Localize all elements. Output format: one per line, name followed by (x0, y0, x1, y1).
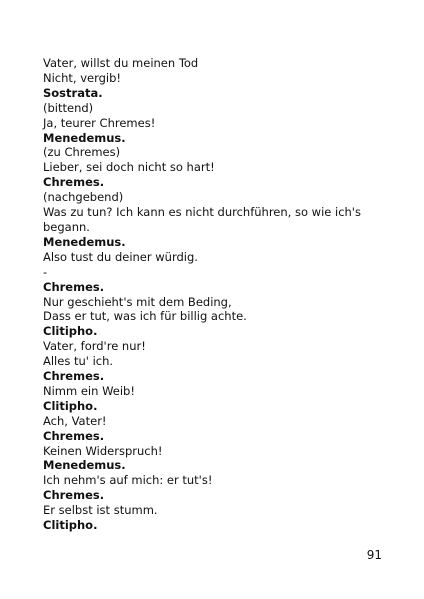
dialogue-line: Nimm ein Weib! (43, 383, 135, 398)
speaker-name: Menedemus. (43, 458, 126, 473)
dialogue-line: Dass er tut, was ich für billig achte. (43, 309, 247, 324)
dialogue-line: Vater, willst du meinen Tod (43, 56, 199, 70)
dash-line: - (43, 264, 48, 279)
stage-direction: (nachgebend) (43, 190, 124, 205)
dialogue-line: Keinen Widerspruch! (43, 443, 163, 458)
speaker-name: Chremes. (43, 488, 105, 503)
speaker-name: Chremes. (43, 369, 105, 384)
dialogue-line: Er selbst ist stumm. (43, 503, 158, 518)
speaker-name: Menedemus. (43, 234, 126, 249)
speaker-name: Clitipho. (43, 518, 98, 533)
speaker-name: Chremes. (43, 175, 105, 190)
dialogue-line: Lieber, sei doch nicht so hart! (43, 160, 215, 175)
dialogue-line: Vater, ford're nur! (43, 339, 146, 354)
dialogue-line: Nicht, vergib! (43, 70, 122, 85)
speaker-name: Sostrata. (43, 85, 103, 100)
stage-direction: (zu Chremes) (43, 145, 121, 160)
page-number: 91 (366, 548, 382, 562)
dialogue-line: Was zu tun? Ich kann es nicht durchführen, so wie ich's begann. (43, 205, 361, 234)
dialogue-line: Alles tu' ich. (43, 354, 114, 369)
dialogue-line: Also tust du deiner würdig. (43, 249, 198, 264)
speaker-name: Clitipho. (43, 398, 98, 413)
speaker-name: Chremes. (43, 279, 105, 294)
dialogue-line: Nur geschieht's mit dem Beding, (43, 294, 232, 309)
speaker-name: Menedemus. (43, 130, 126, 145)
speaker-name: Chremes. (43, 428, 105, 443)
page-text (43, 56, 393, 533)
stage-direction: (bittend) (43, 100, 94, 115)
dialogue-line: Ach, Vater! (43, 413, 107, 428)
dialogue-line: Ich nehm's auf mich: er tut's! (43, 473, 213, 488)
dialogue-line: Ja, teurer Chremes! (43, 115, 156, 130)
speaker-name: Clitipho. (43, 324, 98, 339)
